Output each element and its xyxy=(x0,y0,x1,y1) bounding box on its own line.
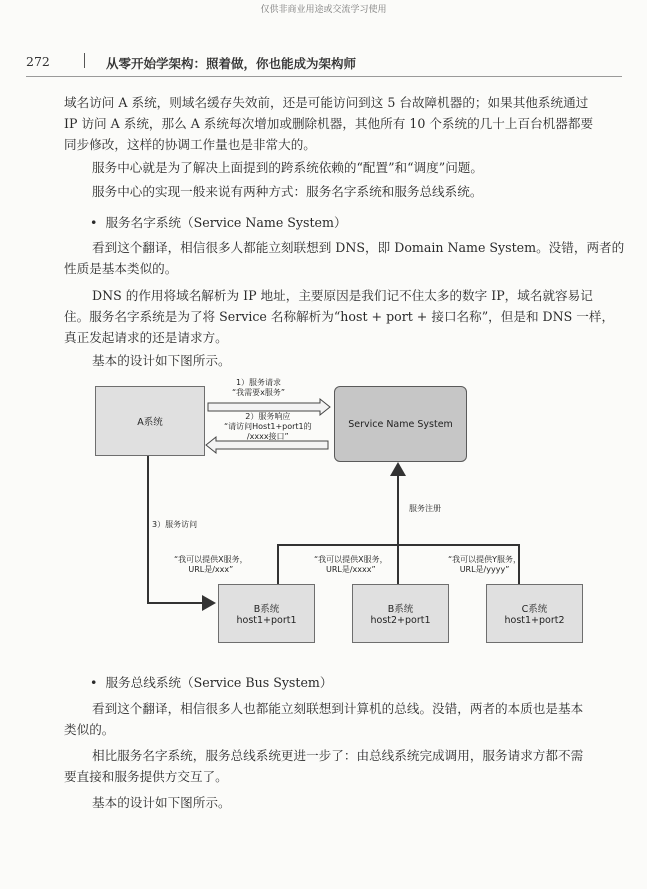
paragraph-line: 域名访问 A 系统，则域名缓存失效前，还是可能访问到这 5 台故障机器的；如果其他系统通过 xyxy=(64,95,589,110)
service-name-system-box xyxy=(334,386,467,462)
bullet-dot: • xyxy=(90,675,98,690)
paragraph-line: 真正发起请求的还是请求方。 xyxy=(64,330,228,345)
paragraph-line: 看到这个翻译，相信很多人也都能立刻联想到计算机的总线。没错，两者的本质也是基本 xyxy=(92,701,584,716)
c-system-box xyxy=(486,584,583,643)
b2-note-line1: “我可以提供X服务， xyxy=(314,555,388,564)
b1-note-line1: “我可以提供X服务， xyxy=(174,555,248,564)
b1-note-line2: URL是/xxx” xyxy=(188,565,234,574)
paragraph-line: 看到这个翻译，相信很多人都能立刻联想到 DNS，即 Domain Name System。没错，两者的 xyxy=(92,240,625,255)
b-system-2-box xyxy=(352,584,449,643)
bullet-text: 服务总线系统（Service Bus System） xyxy=(105,675,333,690)
header-separator xyxy=(84,53,85,68)
paragraph-line: 类似的。 xyxy=(64,722,115,737)
service-name-system-diagram xyxy=(92,380,524,648)
page-number: 272 xyxy=(26,54,50,69)
bullet-heading-service-name-system xyxy=(90,212,347,233)
a-system-label: A系统 xyxy=(137,417,163,428)
paragraph-line: 性质是基本类似的。 xyxy=(64,261,178,276)
b2-note-line2: URL是/xxxx” xyxy=(325,565,376,574)
paragraph-line: 基本的设计如下图所示。 xyxy=(92,353,231,368)
request-label-line2: “我需要x服务” xyxy=(232,388,286,397)
c-provide-note xyxy=(448,555,521,575)
bullet-text: 服务名字系统（Service Name System） xyxy=(105,215,347,230)
c-name: C系统 xyxy=(521,604,548,615)
c-note-line1: “我可以提供Y服务， xyxy=(448,555,522,564)
response-label-line2: “请访问Host1+port1的 xyxy=(224,422,312,431)
response-label-line1: 2）服务响应 xyxy=(245,412,291,421)
b1-provide-note xyxy=(174,555,248,575)
sns-label: Service Name System xyxy=(348,418,453,430)
b2-host: host2+port1 xyxy=(370,615,431,626)
paragraph-line: 服务中心的实现一般来说有两种方式：服务名字系统和服务总线系统。 xyxy=(92,184,483,199)
paragraph-line: 住。服务名字系统是为了将 Service 名称解析为“host + port + 接口名称”，但是和 DNS 一样， xyxy=(64,309,615,324)
request-label-line1: 1）服务请求 xyxy=(235,378,282,387)
watermark: 仅供非商业用途或交流学习使用 xyxy=(260,5,387,15)
c-note-line2: URL是/yyyy” xyxy=(459,565,510,574)
book-title: 从零开始学架构：照着做，你也能成为架构师 xyxy=(106,56,357,71)
b1-name: B系统 xyxy=(253,604,280,615)
access-label: 3）服务访问 xyxy=(152,520,198,529)
response-label xyxy=(224,412,312,442)
paragraph-line: IP 访问 A 系统，那么 A 系统每次增加或删除机器，其他所有 10 个系统的几十上百台机器都要 xyxy=(64,116,594,131)
b2-name: B系统 xyxy=(387,604,414,615)
paragraph-line: 服务中心就是为了解决上面提到的跨系统依赖的“配置”和“调度”问题。 xyxy=(92,160,483,175)
paragraph-line: 要直接和服务提供方交互了。 xyxy=(64,769,228,784)
paragraph-line: 基本的设计如下图所示。 xyxy=(92,795,231,810)
b-system-1-box xyxy=(218,584,315,643)
request-label xyxy=(232,378,285,398)
b2-provide-note xyxy=(314,555,388,575)
a-system-box xyxy=(95,386,205,456)
c-host: host1+port2 xyxy=(504,615,565,626)
bullet-heading-service-bus-system xyxy=(90,672,332,693)
b1-host: host1+port1 xyxy=(236,615,297,626)
paragraph-line: DNS 的作用将域名解析为 IP 地址，主要原因是我们记不住太多的数字 IP，域名就容易记 xyxy=(92,288,593,303)
header-rule xyxy=(26,76,622,77)
response-label-line3: /xxxx接口” xyxy=(246,432,289,441)
paragraph-line: 相比服务名字系统，服务总线系统更进一步了：由总线系统完成调用，服务请求方都不需 xyxy=(92,748,584,763)
register-label: 服务注册 xyxy=(409,504,441,513)
bullet-dot: • xyxy=(90,215,98,230)
page-header xyxy=(26,54,622,70)
paragraph-line: 同步修改，这样的协调工作量也是非常大的。 xyxy=(64,137,316,152)
